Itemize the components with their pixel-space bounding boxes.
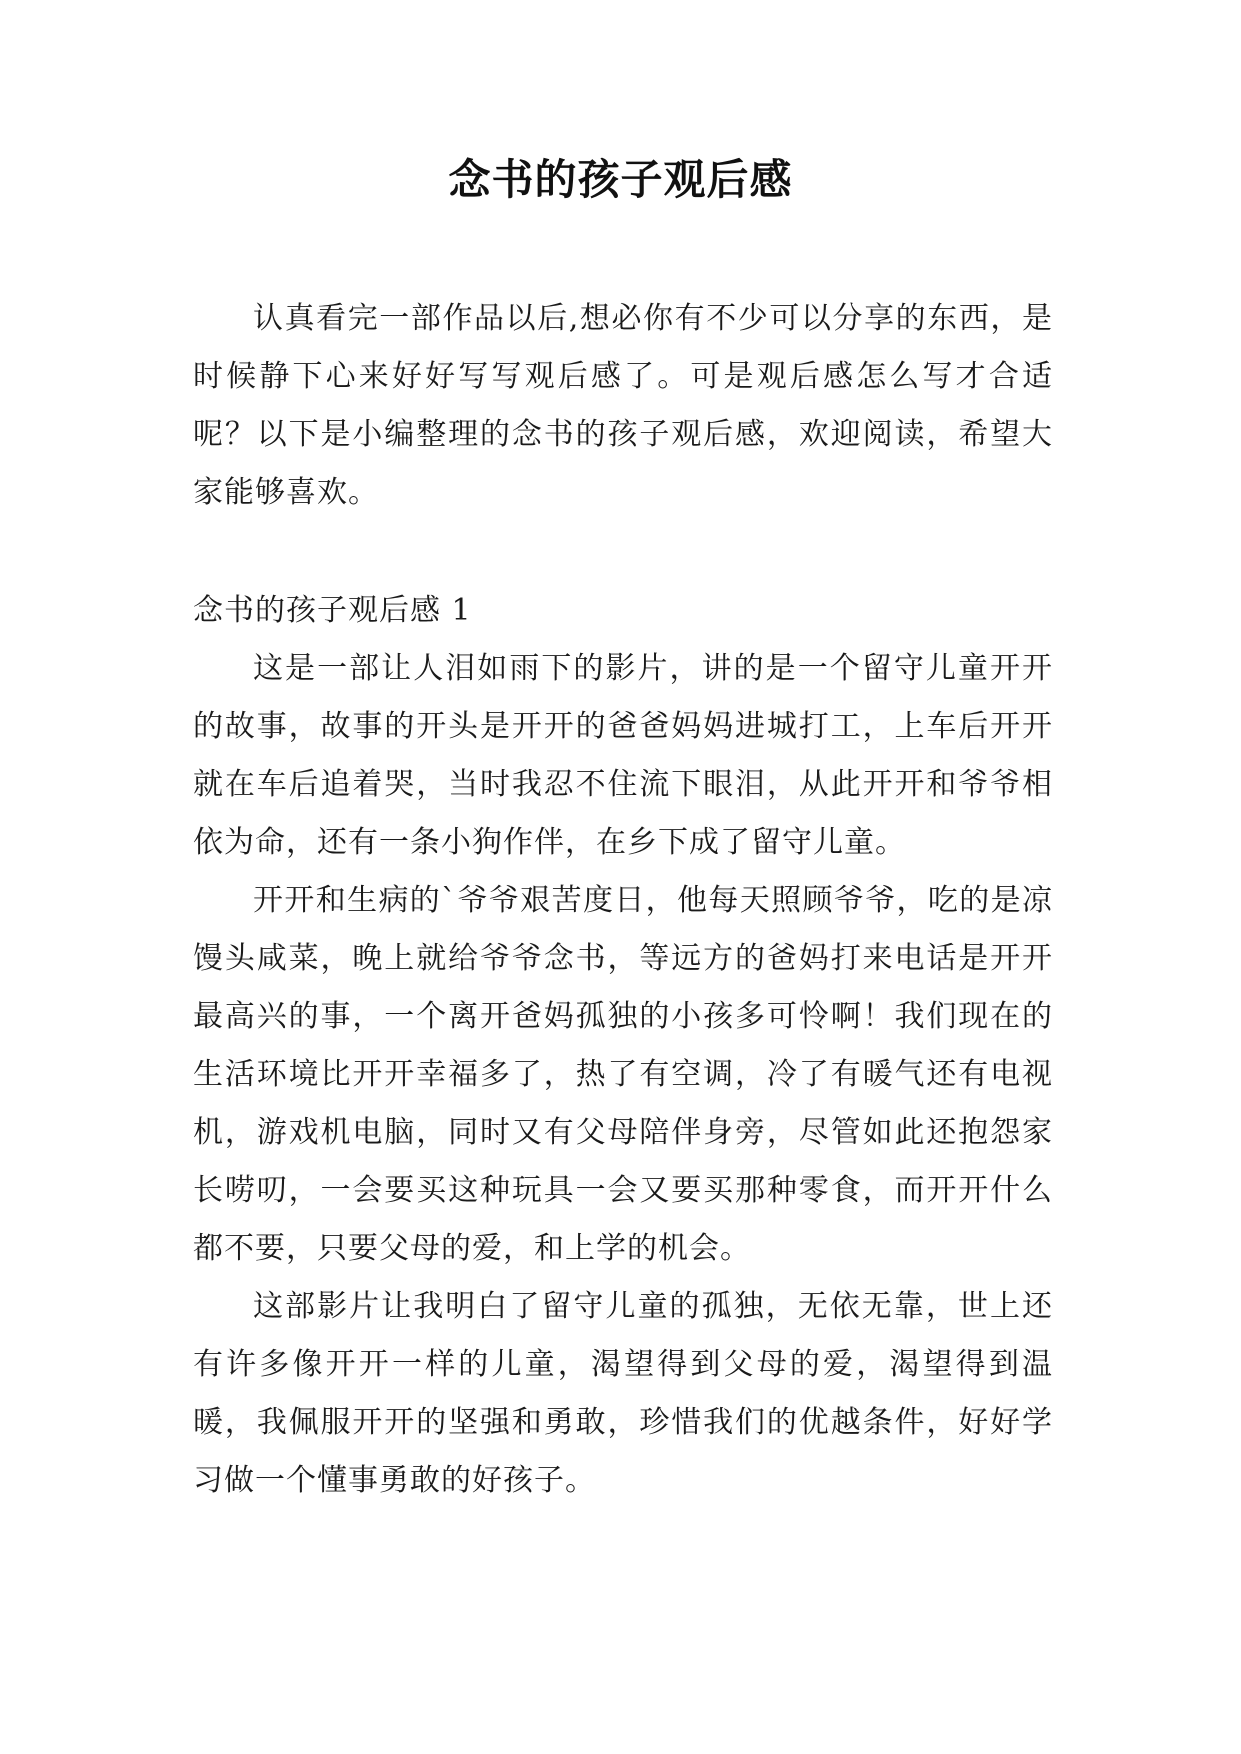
document-title: 念书的孩子观后感 xyxy=(448,155,793,204)
section-body xyxy=(193,640,1053,1510)
section-heading: 念书的孩子观后感 1 xyxy=(193,593,472,628)
body-paragraph-1: 这是一部让人泪如雨下的影片，讲的是一个留守儿童开开的故事，故事的开头是开开的爸爸妈妈进城打工，上车后开开就在车后追着哭，当时我忍不住流下眼泪，从此开开和爷爷相依为命，还有一条小狗作伴，在乡下成了留守儿童。 xyxy=(193,651,1053,860)
body-paragraph-2: 开开和生病的`爷爷艰苦度日，他每天照顾爷爷，吃的是凉馒头咸菜，晚上就给爷爷念书，等远方的爸妈打来电话是开开最高兴的事，一个离开爸妈孤独的小孩多可怜啊！我们现在的生活环境比开开幸福多了，热了有空调，冷了有暖气还有电视机，游戏机电脑，同时又有父母陪伴身旁，尽管如此还抱怨家长唠叨，一会要买这种玩具一会又要买那种零食，而开开什么都不要，只要父母的爱，和上学的机会。 xyxy=(193,883,1053,1266)
intro-section xyxy=(193,290,1053,522)
body-paragraph-3: 这部影片让我明白了留守儿童的孤独，无依无靠，世上还有许多像开开一样的儿童，渴望得到父母的爱，渴望得到温暖，我佩服开开的坚强和勇敢，珍惜我们的优越条件，好好学习做一个懂事勇敢的好孩子。 xyxy=(193,1289,1053,1498)
intro-paragraph: 认真看完一部作品以后,想必你有不少可以分享的东西，是时候静下心来好好写写观后感了。可是观后感怎么写才合适呢？以下是小编整理的念书的孩子观后感，欢迎阅读，希望大家能够喜欢。 xyxy=(193,301,1053,510)
